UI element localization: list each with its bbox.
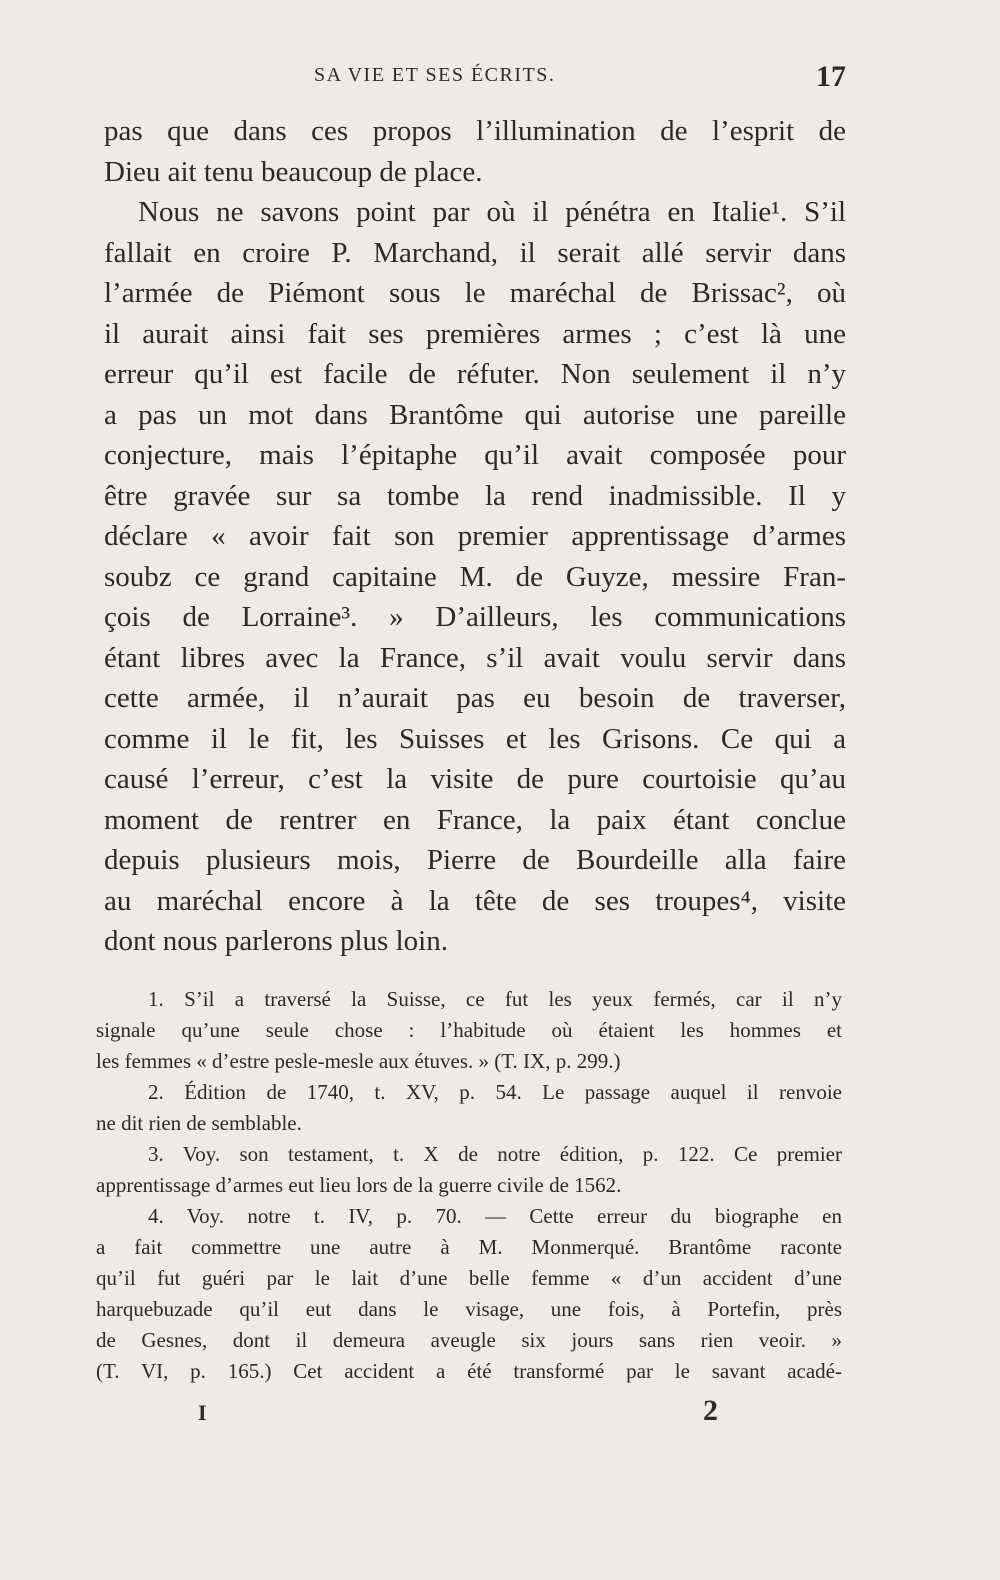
body-line: a pas un mot dans Brantôme qui autorise une pareille bbox=[104, 398, 846, 431]
footnote-line: apprentissage d’armes eut lieu lors de la guerre civile de 1562. bbox=[96, 1173, 622, 1197]
signature-marks bbox=[0, 1394, 1000, 1440]
footnotes bbox=[96, 984, 842, 1387]
sheet-signature: 2 bbox=[703, 1394, 718, 1427]
running-title: SA VIE ET SES ÉCRITS. bbox=[314, 64, 556, 86]
body-text bbox=[104, 111, 846, 962]
running-head bbox=[100, 60, 850, 96]
body-line: çois de Lorraine³. » D’ailleurs, les communications bbox=[104, 601, 846, 633]
body-line: causé l’erreur, c’est la visite de pure courtoisie qu’au bbox=[104, 763, 846, 795]
body-line: comme il le fit, les Suisses et les Grisons. Ce qui a bbox=[104, 722, 846, 755]
footnote-line: ne dit rien de semblable. bbox=[96, 1111, 302, 1135]
footnote-line: 4. Voy. notre t. IV, p. 70. — Cette erreur du biographe en bbox=[148, 1204, 842, 1228]
body-line: être gravée sur sa tombe la rend inadmissible. Il y bbox=[104, 479, 846, 512]
body-line: déclare « avoir fait son premier apprentissage d’armes bbox=[104, 520, 846, 552]
page-number: 17 bbox=[816, 60, 846, 93]
body-line: soubz ce grand capitaine M. de Guyze, messire Fran- bbox=[104, 560, 846, 593]
footnote-line: signale qu’une seule chose : l’habitude où étaient les hommes et bbox=[96, 1018, 842, 1042]
body-line: Dieu ait tenu beaucoup de place. bbox=[104, 155, 483, 188]
footnote-line: qu’il fut guéri par le lait d’une belle femme « d’un accident d’une bbox=[96, 1266, 842, 1290]
footnote-line: 2. Édition de 1740, t. XV, p. 54. Le passage auquel il renvoie bbox=[148, 1080, 842, 1104]
body-line: depuis plusieurs mois, Pierre de Bourdeille alla faire bbox=[104, 844, 846, 876]
body-line: au maréchal encore à la tête de ses troupes⁴, visite bbox=[104, 884, 846, 917]
footnote-line: les femmes « d’estre pesle-mesle aux étuves. » (T. IX, p. 299.) bbox=[96, 1049, 621, 1073]
footnote-line: (T. VI, p. 165.) Cet accident a été transformé par le savant acadé- bbox=[96, 1359, 842, 1383]
body-line: il aurait ainsi fait ses premières armes ; c’est là une bbox=[104, 317, 846, 350]
body-line: pas que dans ces propos l’illumination de l’esprit de bbox=[104, 115, 846, 147]
body-line: erreur qu’il est facile de réfuter. Non seulement il n’y bbox=[104, 358, 846, 390]
body-line: conjecture, mais l’épitaphe qu’il avait composée pour bbox=[104, 439, 846, 471]
footnote-line: a fait commettre une autre à M. Monmerqué. Brantôme raconte bbox=[96, 1235, 842, 1259]
body-line: étant libres avec la France, s’il avait voulu servir dans bbox=[104, 641, 846, 674]
footnote-line: harquebuzade qu’il eut dans le visage, une fois, à Portefin, près bbox=[96, 1297, 842, 1321]
footnote-line: 1. S’il a traversé la Suisse, ce fut les yeux fermés, car il n’y bbox=[148, 987, 842, 1011]
body-line: moment de rentrer en France, la paix étant conclue bbox=[104, 803, 846, 836]
body-line: Nous ne savons point par où il pénétra en Italie¹. S’il bbox=[138, 196, 846, 228]
volume-signature: I bbox=[198, 1400, 207, 1425]
body-line: fallait en croire P. Marchand, il serait allé servir dans bbox=[104, 236, 846, 269]
body-line: l’armée de Piémont sous le maréchal de Brissac², où bbox=[104, 277, 846, 309]
body-line: cette armée, il n’aurait pas eu besoin de traverser, bbox=[104, 682, 846, 714]
footnote-line: de Gesnes, dont il demeura aveugle six jours sans rien veoir. » bbox=[96, 1328, 842, 1352]
body-line: dont nous parlerons plus loin. bbox=[104, 925, 448, 957]
footnote-line: 3. Voy. son testament, t. X de notre édition, p. 122. Ce premier bbox=[148, 1142, 842, 1166]
